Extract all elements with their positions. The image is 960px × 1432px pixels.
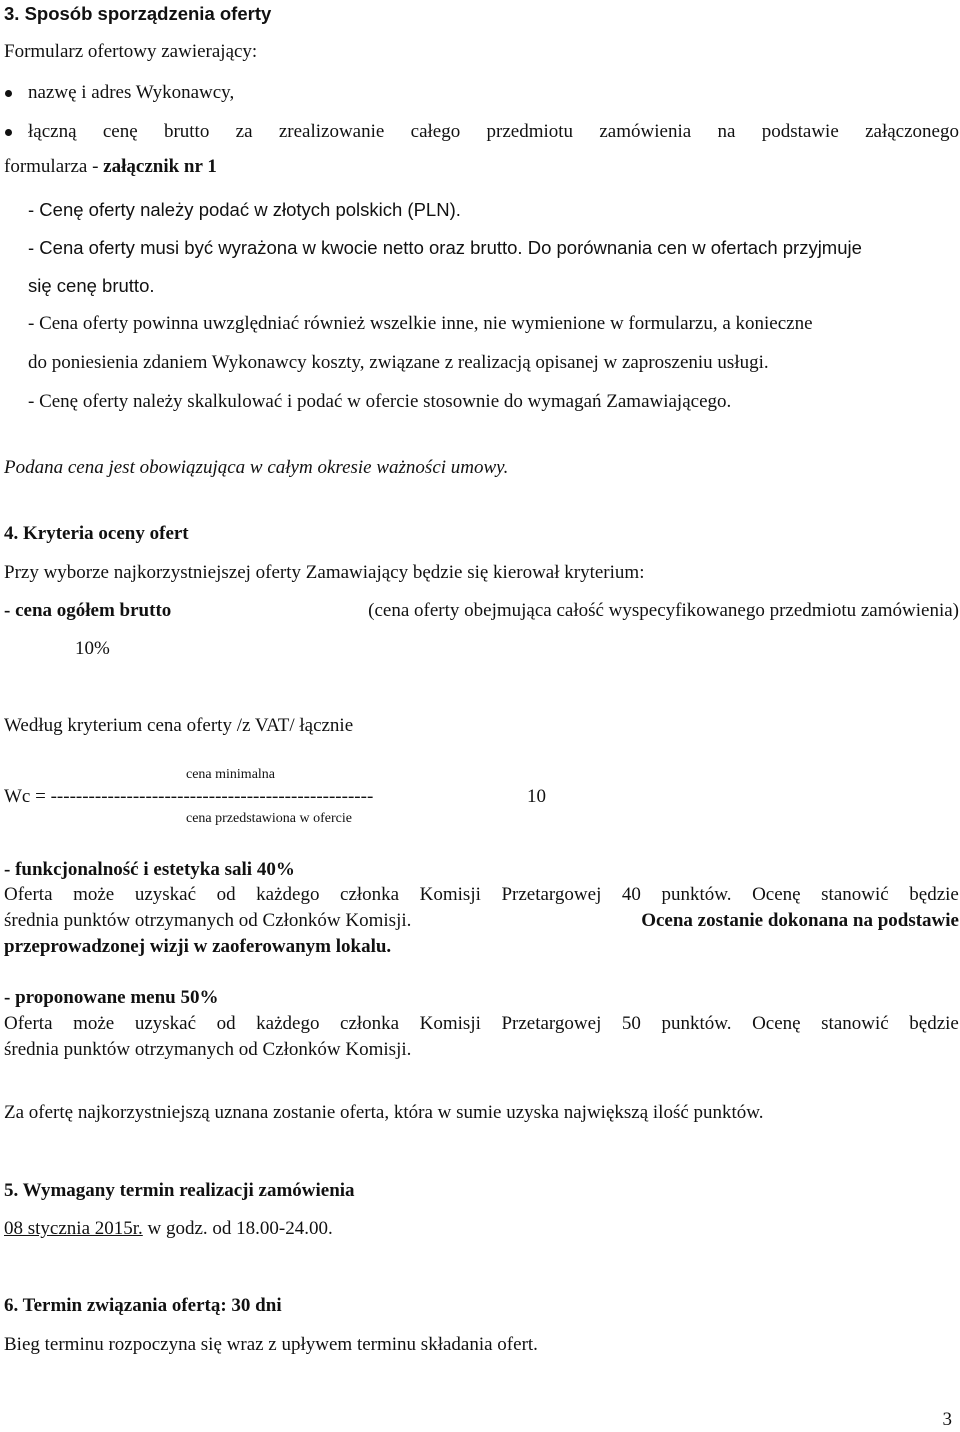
price-criterion-description: (cena oferty obejmująca całość wyspecyfikowanego przedmiotu zamówienia) — [368, 600, 959, 621]
section-3-heading: 3. Sposób sporządzenia oferty — [4, 3, 272, 24]
deadline-hours: w godz. od 18.00-24.00. — [142, 1218, 333, 1239]
validity-note: Podana cena jest obowiązująca w całym okresie ważności umowy. — [4, 457, 509, 478]
bullet-item-price-text: łączną cenę brutto za zrealizowanie całego przedmiotu zamówienia na podstawie załączonego — [28, 121, 959, 142]
costs-line-2: do poniesienia zdaniem Wykonawcy koszty, związane z realizacją opisanej w zaproszeniu usługi. — [28, 352, 769, 373]
costs-line-1: - Cena oferty powinna uwzględniać również wszelkie inne, nie wymienione w formularzu, a konieczne — [28, 313, 813, 334]
bullet-item-contractor: nazwę i adres Wykonawcy, — [28, 82, 235, 103]
section-3-intro: Formularz ofertowy zawierający: — [4, 41, 258, 62]
attachment-prefix: formularza - — [4, 156, 104, 177]
formula-line: Wc = --------------------------------------------------- — [4, 786, 374, 807]
pln-requirement: - Cenę oferty należy podać w złotych polskich (PLN). — [28, 199, 461, 220]
attachment-reference: załącznik nr 1 — [103, 156, 217, 177]
functionality-text-3: przeprowadzonej wizji w zaoferowanym lokalu. — [4, 936, 392, 957]
section-4-intro: Przy wyborze najkorzystniejszej oferty Zamawiający będzie się kierował kryterium: — [4, 562, 645, 583]
netto-brutto-line-2: się cenę brutto. — [28, 275, 155, 296]
functionality-text-2-normal: średnia punktów otrzymanych od Członków Komisji. — [4, 910, 412, 931]
functionality-text-2 — [4, 909, 959, 933]
functionality-heading: - funkcjonalność i estetyka sali 40% — [4, 859, 295, 880]
section-5-heading: 5. Wymagany termin realizacji zamówienia — [4, 1180, 355, 1201]
formula-denominator: cena przedstawiona w ofercie — [186, 811, 352, 826]
page-number: 3 — [942, 1409, 952, 1430]
price-weight: 10% — [75, 638, 110, 659]
functionality-text-1 — [4, 883, 959, 907]
calculation-line: - Cenę oferty należy skalkulować i podać w ofercie stosownie do wymagań Zamawiającego. — [28, 391, 732, 412]
evaluation-summary: Za ofertę najkorzystniejszą uznana zostanie oferta, która w sumie uzyska największą ilość punktów. — [4, 1102, 764, 1123]
deadline-date: 08 stycznia 2015r. — [4, 1218, 143, 1239]
bullet-item-price — [28, 120, 959, 144]
section-4-heading: 4. Kryteria oceny ofert — [4, 523, 189, 544]
bullet-icon — [5, 129, 12, 136]
netto-brutto-line-1: - Cena oferty musi być wyrażona w kwocie netto oraz brutto. Do porównania cen w ofertach przyjmuje — [28, 237, 862, 258]
section-6-heading: 6. Termin związania ofertą: 30 dni — [4, 1295, 282, 1316]
formula-intro: Według kryterium cena oferty /z VAT/ łącznie — [4, 715, 354, 736]
menu-text-1-content: Oferta może uzyskać od każdego członka Komisji Przetargowej 50 punktów. Ocenę stanowić będzie — [4, 1013, 959, 1034]
price-criterion — [4, 599, 959, 623]
menu-text-2: średnia punktów otrzymanych od Członków Komisji. — [4, 1039, 412, 1060]
menu-text-1 — [4, 1012, 959, 1036]
menu-heading: - proponowane menu 50% — [4, 987, 219, 1008]
formula-numerator: cena minimalna — [186, 767, 276, 782]
deadline-line — [4, 1217, 333, 1241]
attachment-line — [4, 155, 217, 179]
functionality-text-1-content: Oferta może uzyskać od każdego członka Komisji Przetargowej 40 punktów. Ocenę stanowić będzie — [4, 884, 959, 905]
section-6-text: Bieg terminu rozpoczyna się wraz z upływem terminu składania ofert. — [4, 1334, 538, 1355]
bullet-icon — [5, 90, 12, 97]
price-criterion-label: - cena ogółem brutto — [4, 600, 172, 621]
functionality-text-2-bold: Ocena zostanie dokonana na podstawie — [641, 910, 959, 931]
formula-multiplier: 10 — [527, 786, 546, 807]
